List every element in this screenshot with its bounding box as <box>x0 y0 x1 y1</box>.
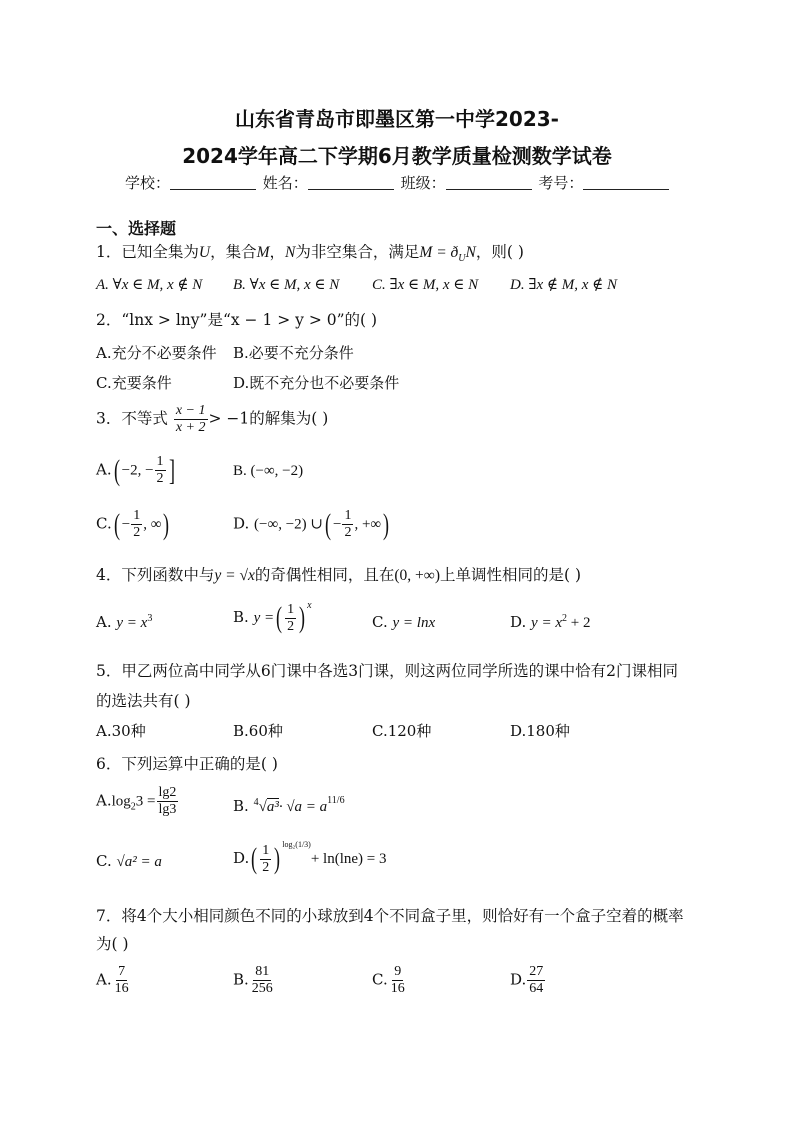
option-label: B. <box>233 463 247 479</box>
fraction <box>174 403 208 436</box>
q3-option-d[interactable] <box>233 508 391 541</box>
q3-option-b[interactable] <box>233 463 303 480</box>
stem-text: 为非空集合，满足 <box>295 243 420 261</box>
q6-option-a[interactable] <box>96 785 179 818</box>
school-label: 学校： <box>125 174 171 192</box>
stem-text: 下列运算中正确的是( ) <box>121 755 278 773</box>
radicand: a³ <box>266 799 279 815</box>
q6-option-d[interactable] <box>233 840 386 876</box>
q7-option-b[interactable] <box>233 964 276 997</box>
q5-option-d[interactable]: D.180种 <box>510 722 570 740</box>
left-paren: ( <box>113 507 120 541</box>
stem-text: > −1的解集为( ) <box>208 409 329 428</box>
numerator: 81 <box>255 964 270 979</box>
q1-option-d[interactable]: D. ∃x ∉ M, x ∉ N <box>510 277 617 293</box>
question-1 <box>96 240 524 264</box>
fraction <box>342 508 353 541</box>
fraction <box>250 964 275 997</box>
q6-option-c[interactable] <box>96 852 162 871</box>
q1-option-a[interactable]: A. ∀x ∈ M, x ∉ N <box>96 277 203 293</box>
exam-number-label: 考号： <box>538 174 584 192</box>
denominator: 2 <box>133 525 141 540</box>
q7-option-c[interactable] <box>372 964 408 997</box>
question-3 <box>96 403 328 436</box>
numerator: 1 <box>287 601 295 617</box>
math-text: y = lnx <box>392 615 436 631</box>
q2-option-c[interactable]: C.充要条件 <box>96 374 172 392</box>
section-heading: 一、选择题 <box>96 219 177 238</box>
math-symbol: N <box>285 244 296 261</box>
option-label: B. <box>233 970 249 989</box>
fraction <box>260 843 271 876</box>
stem-text: 将4个大小相同颜色不同的小球放到4个不同盒子里，则恰好有一个盒子空着的概率 <box>121 907 684 925</box>
question-number: 4． <box>96 566 122 584</box>
numerator: 27 <box>529 964 544 979</box>
option-label: C. <box>372 613 388 631</box>
numerator: 1 <box>344 508 352 523</box>
math-superscript: 11/6 <box>327 795 345 806</box>
denominator: 2 <box>156 471 164 486</box>
question-5-line-1 <box>96 659 678 681</box>
left-paren: ( <box>113 453 120 487</box>
question-5-line-2: 的选法共有( ) <box>96 692 191 710</box>
stem-text: 下列函数中与 <box>121 566 215 584</box>
denominator: x + 2 <box>175 420 206 435</box>
option-label: A. <box>96 613 112 631</box>
math-text: 3 = <box>135 793 156 810</box>
math-text: log <box>111 793 131 810</box>
denominator: 16 <box>114 981 129 996</box>
math-text: y = <box>253 610 275 626</box>
question-7-line-2: 为( ) <box>96 935 129 953</box>
q1-option-c[interactable]: C. ∃x ∈ M, x ∈ N <box>372 277 479 293</box>
numerator: 1 <box>156 454 164 469</box>
q4-option-a[interactable] <box>96 613 152 632</box>
option-label: A. <box>96 970 112 989</box>
math-text: y = x <box>116 615 148 631</box>
math-superscript: 2 <box>561 613 567 624</box>
option-label: D. <box>510 613 527 631</box>
name-blank[interactable] <box>308 175 394 190</box>
stem-text: 甲乙两位高中同学从6门课中各选3门课，则这两位同学所选的课中恰有2门课相同 <box>121 662 678 680</box>
q3-option-a[interactable] <box>96 454 177 487</box>
numerator: lg2 <box>158 785 177 800</box>
fraction <box>389 964 407 997</box>
school-blank[interactable] <box>170 175 256 190</box>
right-bracket: ] <box>168 453 175 487</box>
denominator: 64 <box>529 981 544 996</box>
numerator: 1 <box>262 842 270 858</box>
radical-sign: √ <box>258 799 267 815</box>
right-paren: ) <box>163 507 170 541</box>
q7-option-a[interactable] <box>96 964 132 997</box>
stem-text: ， <box>269 243 286 261</box>
option-label: A. <box>96 791 112 810</box>
exam-title-line-2: 2024学年高二下学期6月教学质量检测数学试卷 <box>182 144 612 168</box>
denominator: lg3 <box>158 802 177 817</box>
exam-number-blank[interactable] <box>583 175 669 190</box>
math-expression: y = √x <box>214 567 255 584</box>
q3-option-c[interactable] <box>96 508 171 541</box>
denominator: 16 <box>390 981 405 996</box>
option-label: C. <box>96 852 112 870</box>
numerator: x − 1 <box>175 403 206 418</box>
stem-text: 已知全集为 <box>121 243 199 261</box>
option-label: D. <box>233 514 250 533</box>
student-info-row <box>125 172 671 193</box>
math-text: (−∞, −2) ∪ <box>254 516 323 533</box>
question-number: 3． <box>96 409 122 428</box>
math-text: √a² = a <box>116 854 162 870</box>
q2-option-a[interactable]: A.充分不必要条件 <box>96 344 217 362</box>
q4-option-d[interactable] <box>510 613 590 632</box>
fraction <box>157 785 179 818</box>
question-number: 7． <box>96 907 122 925</box>
stem-text: ，集合 <box>210 243 257 261</box>
option-label: D. <box>233 849 250 867</box>
denominator: 2 <box>287 618 295 634</box>
math-text: · √a = a <box>278 799 328 815</box>
option-label: A. <box>96 460 112 479</box>
right-paren: ) <box>383 507 390 541</box>
option-label: C. <box>96 514 112 533</box>
denominator: 2 <box>344 525 352 540</box>
option-label: B. <box>233 797 249 815</box>
class-label: 班级： <box>400 174 446 192</box>
math-symbol: M <box>256 244 270 261</box>
math-text: − <box>121 516 131 533</box>
math-text: −2, − <box>121 462 154 479</box>
q7-option-d[interactable] <box>510 964 546 997</box>
stem-text: 上单调性相同的是( ) <box>440 566 582 584</box>
math-subscript: U <box>458 253 466 265</box>
option-label: D. <box>510 970 527 989</box>
question-number: 2． <box>96 311 122 329</box>
denominator: 2 <box>262 859 270 875</box>
left-paren: ( <box>251 842 258 875</box>
math-subscript: 2 <box>130 801 136 813</box>
math-superscript: log₂(1/3) <box>282 840 311 849</box>
math-symbol: U <box>198 244 211 261</box>
numerator: 1 <box>133 508 141 523</box>
math-text: + 2 <box>566 615 591 631</box>
stem-text: 不等式 <box>121 409 168 428</box>
math-text: y = x <box>531 615 562 631</box>
stem-text: 的奇偶性相同，且在 <box>254 566 395 584</box>
math-text: , +∞ <box>354 516 382 533</box>
fraction <box>527 964 545 997</box>
q5-option-c[interactable]: C.120种 <box>372 722 432 740</box>
right-paren: ) <box>299 601 306 634</box>
stem-text: ，则( ) <box>475 243 524 261</box>
option-label: B. <box>233 608 249 626</box>
left-paren: ( <box>324 507 331 541</box>
option-label: C. <box>372 970 388 989</box>
q4-option-b[interactable] <box>233 600 312 635</box>
fraction <box>285 602 296 635</box>
name-label: 姓名： <box>262 174 308 192</box>
q1-option-b[interactable]: B. ∀x ∈ M, x ∈ N <box>233 277 340 293</box>
math-text: − <box>332 516 342 533</box>
question-7-line-1 <box>96 904 684 926</box>
math-superscript: x <box>307 600 312 611</box>
math-text: , ∞ <box>143 516 162 533</box>
question-number: 5． <box>96 662 122 680</box>
numerator: 9 <box>394 964 402 979</box>
q2-option-d[interactable]: D.既不充分也不必要条件 <box>233 374 400 392</box>
fraction <box>155 454 166 487</box>
question-6 <box>96 752 278 774</box>
question-number: 6． <box>96 755 122 773</box>
stem-text: “lnx > lny”是“x − 1 > y > 0”的( ) <box>121 311 378 329</box>
question-number: 1． <box>96 243 122 261</box>
right-paren: ) <box>274 842 281 875</box>
exam-title-line-1: 山东省青岛市即墨区第一中学2023- <box>235 107 559 131</box>
fraction <box>113 964 131 997</box>
math-text: + ln(lne) = 3 <box>310 851 387 867</box>
math-expression: (0, +∞) <box>394 567 441 584</box>
left-paren: ( <box>276 601 283 634</box>
math-superscript: 3 <box>147 613 153 624</box>
q6-option-b[interactable] <box>233 795 345 816</box>
root-index: 4 <box>253 797 259 808</box>
math-text: (−∞, −2) <box>250 463 304 479</box>
fraction <box>131 508 142 541</box>
class-blank[interactable] <box>446 175 532 190</box>
denominator: 256 <box>251 981 273 996</box>
q2-option-b[interactable]: B.必要不充分条件 <box>233 344 354 362</box>
question-2 <box>96 308 377 330</box>
math-expression: M = ð <box>419 244 459 261</box>
q4-option-c[interactable] <box>372 613 435 632</box>
math-symbol: N <box>465 244 476 261</box>
question-4 <box>96 563 581 585</box>
numerator: 7 <box>118 964 126 979</box>
q5-option-b[interactable]: B.60种 <box>233 722 283 740</box>
q5-option-a[interactable]: A.30种 <box>96 722 146 740</box>
